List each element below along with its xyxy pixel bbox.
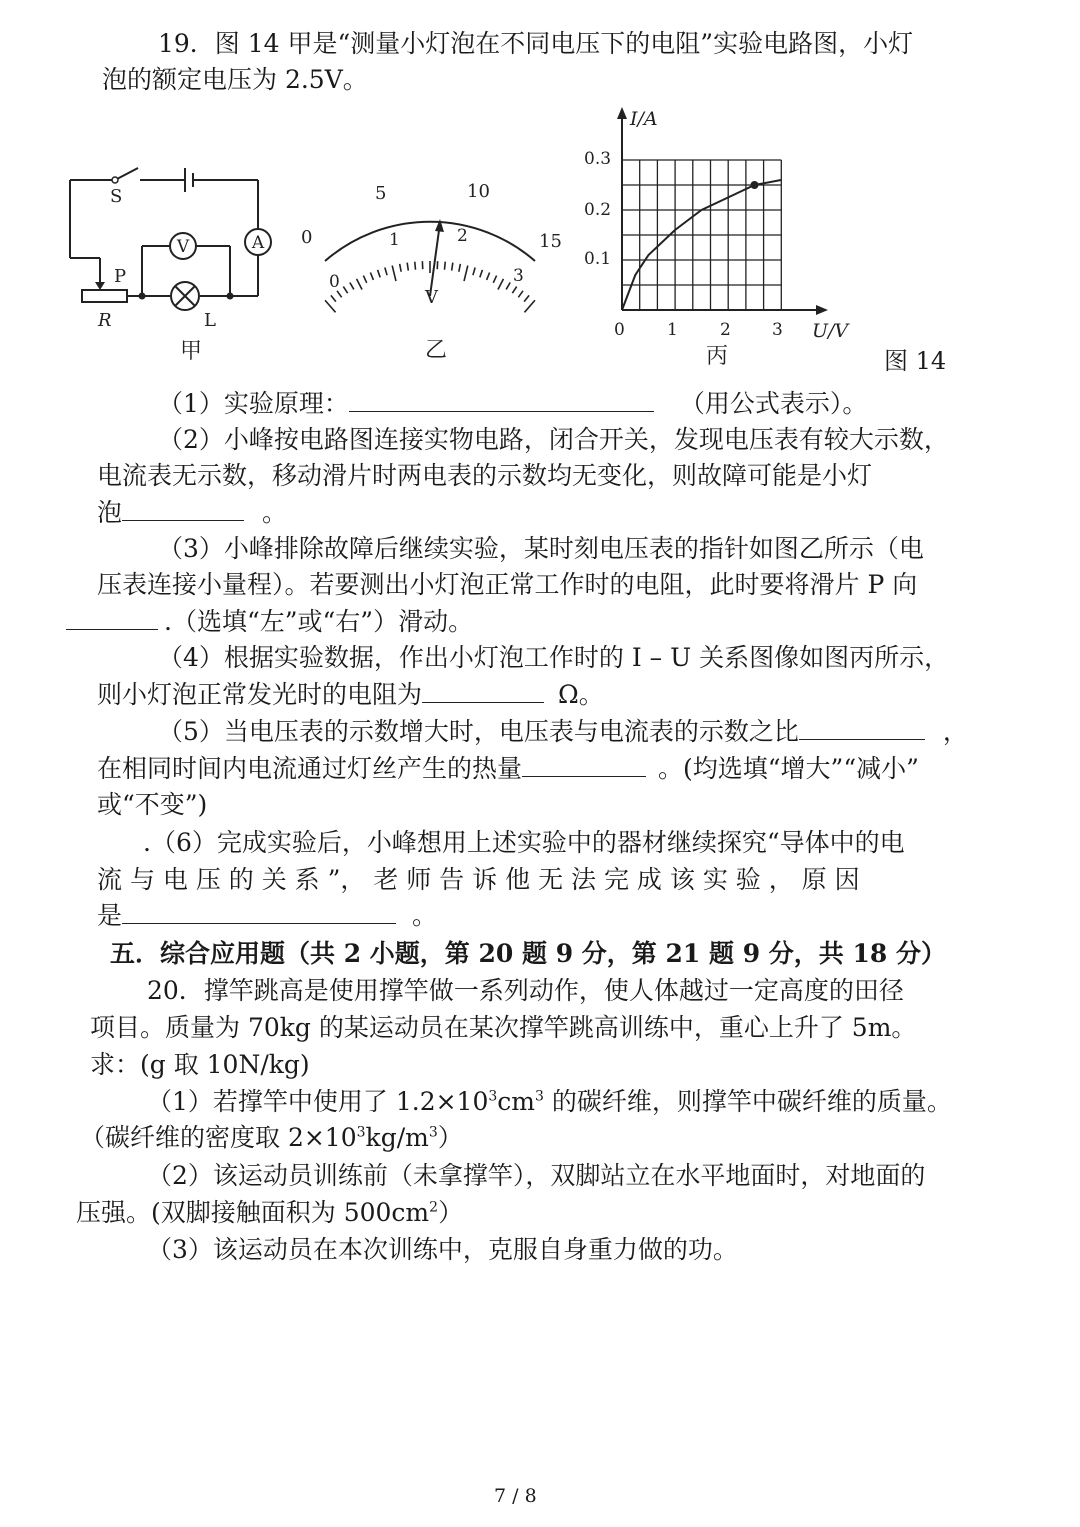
dial-tick: [524, 300, 534, 312]
label-lamp: L: [204, 310, 216, 331]
q20-line2: 项目。质量为 70kg 的某运动员在某次撑竿跳高训练中，重心上升了 5m。: [90, 1013, 917, 1042]
dial-tick: [493, 276, 496, 283]
answer-blank-principle[interactable]: [349, 389, 654, 412]
voltmeter-dial-yi: [295, 175, 570, 365]
dial-tick: [357, 279, 363, 290]
q19-part3-line3: .（选填“左”或“右”）滑动。: [66, 606, 473, 638]
y-tick-0.2: 0.2: [584, 200, 612, 220]
answer-blank-fault[interactable]: [122, 498, 244, 521]
dial-outer-15: 15: [539, 231, 562, 252]
q19-part3-line1: （3）小峰排除故障后继续实验，某时刻电压表的指针如图乙所示（电: [158, 534, 924, 563]
dial-tick: [400, 264, 402, 272]
dial-tick: [444, 262, 445, 270]
svg-text:V: V: [176, 237, 190, 257]
dial-tick: [392, 266, 396, 282]
q19-part6-line1: .（6）完成实验后，小峰想用上述实验中的器材继续探究“导体中的电: [143, 828, 905, 857]
iu-graph-bing: [578, 105, 868, 370]
dial-outer-0: 0: [301, 227, 313, 248]
dial-tick: [464, 266, 468, 282]
q20-sub3: （3）该运动员在本次训练中，克服自身重力做的功。: [147, 1235, 738, 1264]
dial-inner-1: 1: [389, 230, 400, 250]
caption-bing: 丙: [706, 344, 729, 369]
dial-inner-2: 2: [457, 226, 468, 246]
dial-inner-0: 0: [329, 272, 340, 292]
q19-line2: 泡的额定电压为 2.5V。: [102, 65, 368, 94]
dial-tick: [363, 276, 366, 283]
dial-tick: [343, 287, 347, 294]
dial-tick: [407, 263, 408, 271]
dial-tick: [480, 270, 483, 278]
figure-14-label: 图 14: [884, 347, 947, 375]
answer-blank-reason[interactable]: [122, 901, 396, 924]
dial-tick: [452, 263, 453, 271]
dial-outer-5: 5: [375, 183, 387, 204]
svg-text:A: A: [251, 233, 265, 253]
q20-line1: 20．撑竿跳高是使用撑竿做一系列动作，使人体越过一定高度的田径: [147, 976, 904, 1005]
q19-part6-line2: 流 与 电 压 的 关 系 ”， 老 师 告 诉 他 无 法 完 成 该 实 验 ， 原 因: [97, 865, 860, 894]
dial-inner-3: 3: [513, 266, 524, 286]
lamp-symbol: [171, 282, 199, 310]
label-rheostat: R: [98, 310, 112, 331]
q20-line3: 求：(g 取 10N/kg): [90, 1050, 310, 1079]
dial-tick: [524, 295, 529, 301]
q20-sub1-line2: （碳纤维的密度取 $2\times 10^3kg/m^3$）: [80, 1123, 463, 1152]
q19-part4-line2: 则小灯泡正常发光时的电阻为 Ω。: [97, 680, 604, 709]
x-tick-2: 2: [720, 320, 731, 340]
rated-point: [751, 181, 759, 189]
y-tick-0.3: 0.3: [584, 149, 612, 169]
q19-part2-line1: （2）小峰按电路图连接实物电路，闭合开关，发现电压表有较大示数，: [158, 425, 949, 454]
voltmeter-symbol: [170, 233, 196, 259]
q19-part3-line2: 压表连接小量程）。若要测出小灯泡正常工作时的电阻，此时要将滑片 P 向: [97, 570, 918, 599]
iu-curve: [622, 180, 781, 310]
answer-blank-resistance[interactable]: [422, 680, 544, 703]
x-tick-3: 3: [772, 320, 783, 340]
q19-part2-line3: 泡 。: [97, 498, 288, 527]
q19-part6-line3: 是 。: [97, 901, 438, 930]
dial-tick: [331, 295, 336, 301]
dial-unit: V: [425, 287, 438, 308]
q19-part1: （1）实验原理： （用公式表示）。: [158, 389, 868, 418]
dial-tick: [325, 300, 335, 312]
q20-sub2-line1: （2）该运动员训练前（未拿撑竿），双脚站立在水平地面时，对地面的: [147, 1161, 926, 1190]
x-tick-1: 1: [667, 320, 678, 340]
ammeter-symbol: [245, 229, 271, 255]
dial-tick: [385, 268, 387, 276]
dial-tick: [415, 262, 416, 270]
label-switch: S: [110, 186, 123, 207]
caption-yi: 乙: [425, 338, 448, 363]
answer-blank-ratio[interactable]: [799, 717, 925, 740]
dial-tick: [506, 283, 510, 290]
answer-blank-heat[interactable]: [522, 754, 646, 777]
dial-tick: [512, 287, 516, 294]
label-slider: P: [114, 266, 127, 287]
dial-tick: [370, 273, 373, 280]
answer-blank-direction[interactable]: [66, 607, 158, 630]
q19-part2-line2: 电流表无示数，移动滑片时两电表的示数均无变化，则故障可能是小灯: [97, 461, 873, 490]
section-5-heading: 五．综合应用题（共 2 小题，第 20 题 9 分，第 21 题 9 分，共 18 分）: [110, 939, 947, 968]
x-tick-0: 0: [614, 320, 625, 340]
y-axis-label: I/A: [630, 108, 658, 130]
q19-part5-line2: 在相同时间内电流通过灯丝产生的热量 。(均选填“增大”“减小”: [97, 754, 919, 783]
dial-outer-10: 10: [467, 181, 490, 202]
caption-jia: 甲: [180, 339, 203, 364]
q19-part5-line1: （5）当电压表的示数增大时，电压表与电流表的示数之比 ，: [158, 717, 968, 746]
q19-part5-line3: 或“不变”): [97, 790, 208, 819]
dial-tick: [487, 273, 490, 280]
circuit-diagram-jia: [60, 160, 290, 365]
dial-tick: [459, 264, 461, 272]
q20-sub2-line2: 压强。(双脚接触面积为 $500cm^2$）: [76, 1198, 464, 1227]
page-number: 7 / 8: [494, 1485, 537, 1507]
dial-tick: [518, 291, 523, 298]
y-tick-0.1: 0.1: [584, 249, 612, 269]
dial-tick: [498, 279, 504, 290]
dial-tick: [350, 283, 354, 290]
dial-tick: [473, 268, 475, 276]
q20-sub1-line1: （1）若撑竿中使用了 $1.2\times 10^3cm^3$ 的碳纤维，则撑竿中碳纤维的质量。: [147, 1087, 952, 1116]
dial-pointer: [430, 223, 440, 296]
q19-line1: 19．图 14 甲是“测量小灯泡在不同电压下的电阻”实验电路图，小灯: [158, 29, 914, 58]
q19-part4-line1: （4）根据实验数据，作出小灯泡工作时的 I – U 关系图像如图丙所示，: [158, 643, 950, 672]
dial-tick: [378, 270, 381, 278]
x-axis-label: U/V: [812, 320, 849, 342]
